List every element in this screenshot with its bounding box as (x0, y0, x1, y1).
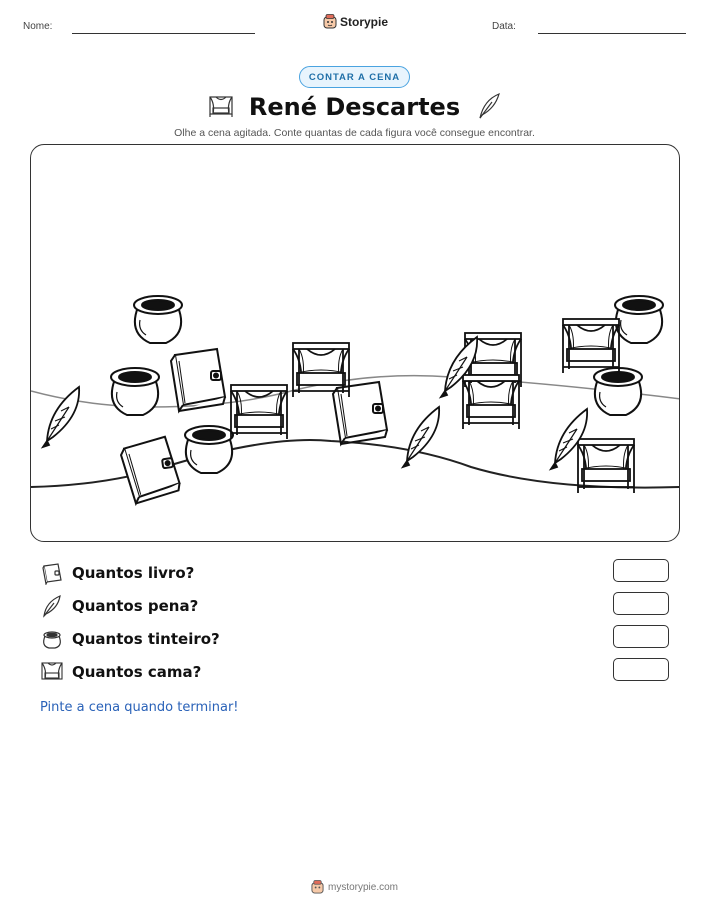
quill-icon (476, 92, 502, 120)
answer-box-books[interactable] (613, 559, 669, 582)
inkpot-2 (111, 368, 159, 415)
bed-icon (207, 94, 235, 118)
answer-box-quills[interactable] (613, 592, 669, 615)
book-1 (171, 349, 225, 411)
question-beds (40, 659, 201, 685)
scene-illustration (31, 145, 680, 542)
inkpot-4 (615, 296, 663, 343)
bed-4 (463, 375, 519, 429)
inkpot-3 (185, 426, 233, 473)
date-label: Data: (492, 21, 516, 32)
footer (0, 880, 709, 894)
question-label: Quantos livro? (72, 564, 195, 582)
brand-logo (323, 14, 388, 29)
brand-name: Storypie (340, 14, 389, 29)
book-icon (40, 561, 64, 585)
name-line[interactable] (72, 33, 255, 34)
instructions: Olhe a cena agitada. Conte quantas de cada figura você consegue encontrar. (174, 127, 535, 139)
quill-icon (40, 594, 64, 618)
answer-box-inkpots[interactable] (613, 625, 669, 648)
storypie-mascot-icon (311, 880, 324, 894)
activity-badge: CONTAR A CENA (299, 66, 410, 88)
book-3 (119, 436, 181, 505)
storypie-mascot-icon (323, 14, 337, 29)
bed-icon (40, 660, 64, 684)
title-text: René Descartes (248, 93, 461, 121)
inkpot-icon (40, 627, 64, 651)
bed-5 (563, 319, 619, 373)
bed-1 (231, 385, 287, 439)
inkpot-5 (594, 368, 642, 415)
answer-box-beds[interactable] (613, 658, 669, 681)
question-quills (40, 593, 198, 619)
finish-instruction: Pinte a cena quando terminar! (40, 700, 239, 715)
date-line[interactable] (538, 33, 686, 34)
question-label: Quantos tinteiro? (72, 630, 220, 648)
question-label: Quantos cama? (72, 663, 202, 681)
name-label: Nome: (23, 21, 53, 32)
page-title (0, 92, 709, 121)
question-label: Quantos pena? (72, 597, 199, 615)
footer-url[interactable]: mystorypie.com (327, 881, 398, 893)
question-books (40, 560, 194, 586)
question-inkpots (40, 626, 220, 652)
inkpot-1 (134, 296, 182, 343)
quill-3 (403, 407, 439, 467)
counting-scene[interactable] (30, 144, 680, 542)
